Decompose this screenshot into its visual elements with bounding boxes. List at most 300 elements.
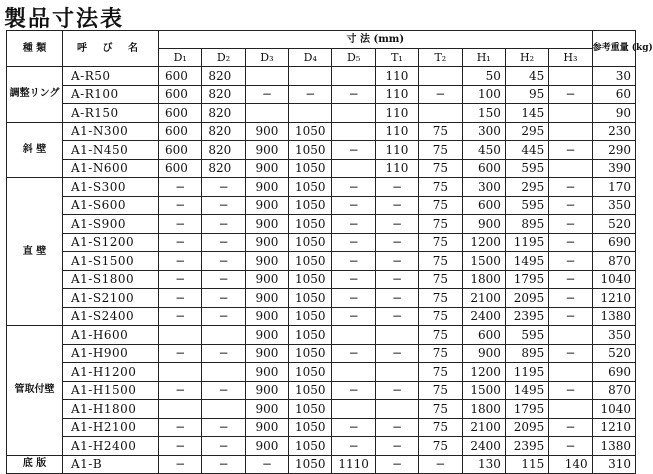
value-cell: − — [549, 307, 592, 326]
value-cell: − — [202, 437, 245, 456]
value-cell: 2100 — [462, 289, 505, 308]
product-name-cell: A1-H1500 — [63, 381, 159, 400]
value-cell: 110 — [375, 104, 418, 123]
value-cell: 820 — [202, 67, 245, 86]
category-cell: 直 壁 — [7, 178, 63, 326]
value-cell: 75 — [419, 178, 462, 197]
value-cell: 600 — [159, 85, 202, 104]
value-cell: − — [549, 141, 592, 160]
value-cell: 1040 — [592, 400, 635, 419]
value-cell: 900 — [245, 178, 288, 197]
value-cell: − — [159, 270, 202, 289]
value-cell: 600 — [159, 159, 202, 178]
value-cell: 1380 — [592, 437, 635, 456]
dimension-column-header: T₁ — [375, 49, 418, 67]
value-cell — [375, 326, 418, 345]
value-cell: 1800 — [462, 270, 505, 289]
value-cell: − — [549, 437, 592, 456]
value-cell: 2400 — [462, 437, 505, 456]
value-cell: 820 — [202, 104, 245, 123]
value-cell: − — [549, 270, 592, 289]
value-cell — [419, 104, 462, 123]
value-cell: 1050 — [289, 307, 332, 326]
value-cell: − — [202, 233, 245, 252]
value-cell: − — [159, 418, 202, 437]
value-cell: − — [202, 289, 245, 308]
value-cell: − — [375, 437, 418, 456]
value-cell: 450 — [462, 141, 505, 160]
name-header: 呼 び 名 — [63, 31, 159, 67]
product-name-cell: A1-S900 — [63, 215, 159, 234]
value-cell: − — [159, 196, 202, 215]
dimension-table — [6, 30, 653, 474]
value-cell: 150 — [462, 104, 505, 123]
value-cell: 140 — [549, 455, 592, 474]
value-cell — [332, 363, 375, 382]
dimension-column-header: H₃ — [549, 49, 592, 67]
value-cell: 1050 — [289, 418, 332, 437]
value-cell: − — [159, 178, 202, 197]
product-name-cell: A1-S1500 — [63, 252, 159, 271]
value-cell: 1050 — [289, 159, 332, 178]
value-cell: 95 — [505, 85, 548, 104]
value-cell: − — [332, 381, 375, 400]
value-cell: 75 — [419, 159, 462, 178]
value-cell: − — [332, 344, 375, 363]
value-cell — [202, 400, 245, 419]
value-cell: 445 — [505, 141, 548, 160]
value-cell: 600 — [159, 141, 202, 160]
value-cell: 870 — [592, 252, 635, 271]
value-cell: 1050 — [289, 400, 332, 419]
value-cell: 900 — [245, 400, 288, 419]
value-cell: 600 — [462, 159, 505, 178]
value-cell: 110 — [375, 67, 418, 86]
value-cell: 390 — [592, 159, 635, 178]
value-cell: − — [549, 178, 592, 197]
value-cell: − — [419, 85, 462, 104]
table-row — [7, 381, 636, 400]
product-name-cell: A1-H2100 — [63, 418, 159, 437]
value-cell: 1495 — [505, 252, 548, 271]
value-cell: 1050 — [289, 289, 332, 308]
value-cell: 1050 — [289, 178, 332, 197]
dimension-column-header: D₅ — [332, 49, 375, 67]
value-cell: − — [332, 270, 375, 289]
value-cell: − — [245, 85, 288, 104]
value-cell: − — [159, 381, 202, 400]
value-cell: − — [375, 178, 418, 197]
value-cell: − — [549, 289, 592, 308]
value-cell: 90 — [592, 104, 635, 123]
value-cell: 900 — [245, 437, 288, 456]
value-cell: 2395 — [505, 437, 548, 456]
value-cell: − — [549, 196, 592, 215]
value-cell: 1210 — [592, 418, 635, 437]
dimension-column-header: D₁ — [159, 49, 202, 67]
product-name-cell: A1-S2400 — [63, 307, 159, 326]
value-cell: − — [159, 307, 202, 326]
value-cell: − — [549, 381, 592, 400]
value-cell: 290 — [592, 141, 635, 160]
value-cell: 595 — [505, 159, 548, 178]
value-cell: 45 — [505, 67, 548, 86]
value-cell: 820 — [202, 85, 245, 104]
value-cell — [332, 159, 375, 178]
value-cell: − — [549, 215, 592, 234]
value-cell: − — [245, 455, 288, 474]
value-cell: 115 — [505, 455, 548, 474]
value-cell — [159, 363, 202, 382]
value-cell: − — [549, 85, 592, 104]
value-cell: 1050 — [289, 326, 332, 345]
value-cell: 75 — [419, 289, 462, 308]
value-cell: 1050 — [289, 122, 332, 141]
value-cell: 295 — [505, 178, 548, 197]
table-row — [7, 104, 636, 123]
value-cell: 75 — [419, 381, 462, 400]
value-cell: − — [549, 252, 592, 271]
dimension-column-header: H₁ — [462, 49, 505, 67]
value-cell: 895 — [505, 344, 548, 363]
value-cell: 75 — [419, 233, 462, 252]
value-cell: 900 — [245, 122, 288, 141]
value-cell: 75 — [419, 252, 462, 271]
value-cell: − — [375, 381, 418, 400]
value-cell: − — [332, 85, 375, 104]
value-cell: 900 — [245, 196, 288, 215]
category-cell: 底 版 — [7, 455, 63, 474]
product-name-cell: A1-H900 — [63, 344, 159, 363]
value-cell — [375, 363, 418, 382]
table-row — [7, 122, 636, 141]
dimensions-header: 寸 法 (mm) — [159, 31, 593, 49]
value-cell — [289, 104, 332, 123]
value-cell: 600 — [462, 326, 505, 345]
product-name-cell: A1-S300 — [63, 178, 159, 197]
table-row — [7, 196, 636, 215]
product-name-cell: A1-H2400 — [63, 437, 159, 456]
table-row — [7, 344, 636, 363]
table-row — [7, 270, 636, 289]
value-cell: 1050 — [289, 363, 332, 382]
value-cell: 1040 — [592, 270, 635, 289]
value-cell: 30 — [592, 67, 635, 86]
value-cell: − — [375, 455, 418, 474]
value-cell: 900 — [462, 215, 505, 234]
value-cell — [549, 122, 592, 141]
value-cell: − — [332, 178, 375, 197]
value-cell — [289, 67, 332, 86]
value-cell: 600 — [159, 67, 202, 86]
table-row — [7, 455, 636, 474]
value-cell: 900 — [245, 289, 288, 308]
value-cell: − — [332, 437, 375, 456]
value-cell: − — [375, 344, 418, 363]
value-cell: − — [332, 289, 375, 308]
value-cell: 2400 — [462, 307, 505, 326]
dimension-column-header: T₂ — [419, 49, 462, 67]
product-name-cell: A-R100 — [63, 85, 159, 104]
value-cell: 110 — [375, 122, 418, 141]
value-cell — [419, 67, 462, 86]
value-cell: 820 — [202, 122, 245, 141]
value-cell: − — [202, 344, 245, 363]
value-cell: 350 — [592, 326, 635, 345]
value-cell: 600 — [159, 122, 202, 141]
value-cell: 900 — [462, 344, 505, 363]
value-cell — [375, 400, 418, 419]
value-cell — [332, 400, 375, 419]
value-cell: 520 — [592, 344, 635, 363]
category-cell: 調整リング — [7, 67, 63, 123]
value-cell: 50 — [462, 67, 505, 86]
value-cell: 75 — [419, 400, 462, 419]
value-cell — [549, 363, 592, 382]
table-row — [7, 178, 636, 197]
table-row — [7, 437, 636, 456]
value-cell: 75 — [419, 196, 462, 215]
value-cell: 1050 — [289, 437, 332, 456]
value-cell: 1050 — [289, 215, 332, 234]
product-name-cell: A1-H1800 — [63, 400, 159, 419]
value-cell: 75 — [419, 344, 462, 363]
value-cell: 900 — [245, 418, 288, 437]
product-name-cell: A1-S1200 — [63, 233, 159, 252]
value-cell: − — [332, 215, 375, 234]
product-name-cell: A-R50 — [63, 67, 159, 86]
table-row — [7, 289, 636, 308]
value-cell: − — [375, 252, 418, 271]
value-cell: 1795 — [505, 270, 548, 289]
value-cell — [549, 400, 592, 419]
value-cell: 900 — [245, 215, 288, 234]
dimension-column-header: D₂ — [202, 49, 245, 67]
table-row — [7, 159, 636, 178]
product-name-cell: A1-N300 — [63, 122, 159, 141]
table-row — [7, 418, 636, 437]
value-cell: 110 — [375, 159, 418, 178]
value-cell: 690 — [592, 233, 635, 252]
value-cell: 2095 — [505, 418, 548, 437]
value-cell: 1050 — [289, 141, 332, 160]
value-cell: − — [549, 233, 592, 252]
value-cell — [332, 67, 375, 86]
value-cell — [202, 326, 245, 345]
value-cell: − — [375, 233, 418, 252]
value-cell: 1050 — [289, 233, 332, 252]
value-cell: − — [289, 85, 332, 104]
value-cell: − — [549, 418, 592, 437]
value-cell: 75 — [419, 437, 462, 456]
value-cell: 600 — [462, 196, 505, 215]
value-cell: 870 — [592, 381, 635, 400]
value-cell — [245, 104, 288, 123]
table-row — [7, 215, 636, 234]
value-cell: 1050 — [289, 455, 332, 474]
table-row — [7, 363, 636, 382]
value-cell — [549, 67, 592, 86]
value-cell: − — [332, 307, 375, 326]
value-cell: 230 — [592, 122, 635, 141]
product-name-cell: A-R150 — [63, 104, 159, 123]
table-row — [7, 141, 636, 160]
page-title: 製品寸法表 — [4, 7, 125, 32]
value-cell: 1050 — [289, 381, 332, 400]
table-row — [7, 400, 636, 419]
value-cell: 300 — [462, 178, 505, 197]
dimension-column-header: D₃ — [245, 49, 288, 67]
value-cell: 310 — [592, 455, 635, 474]
value-cell: 130 — [462, 455, 505, 474]
value-cell: 1495 — [505, 381, 548, 400]
value-cell — [332, 122, 375, 141]
value-cell — [159, 400, 202, 419]
value-cell — [332, 104, 375, 123]
value-cell: 75 — [419, 363, 462, 382]
value-cell: 75 — [419, 307, 462, 326]
value-cell: 295 — [505, 122, 548, 141]
value-cell: 75 — [419, 141, 462, 160]
weight-header: 参考重量 (kg) — [592, 31, 635, 67]
product-name-cell: A1-S2100 — [63, 289, 159, 308]
value-cell — [245, 67, 288, 86]
value-cell: 300 — [462, 122, 505, 141]
value-cell: 595 — [505, 326, 548, 345]
value-cell: − — [375, 270, 418, 289]
dimension-column-header: H₂ — [505, 49, 548, 67]
value-cell: 900 — [245, 233, 288, 252]
value-cell: − — [159, 215, 202, 234]
value-cell: − — [159, 437, 202, 456]
value-cell: 900 — [245, 252, 288, 271]
value-cell: 1195 — [505, 233, 548, 252]
value-cell: − — [375, 307, 418, 326]
value-cell: 75 — [419, 215, 462, 234]
value-cell: − — [202, 178, 245, 197]
value-cell: 900 — [245, 270, 288, 289]
value-cell: − — [202, 252, 245, 271]
value-cell: 895 — [505, 215, 548, 234]
value-cell: 350 — [592, 196, 635, 215]
value-cell: 75 — [419, 326, 462, 345]
table-row — [7, 326, 636, 345]
value-cell: 1500 — [462, 252, 505, 271]
value-cell: − — [375, 215, 418, 234]
value-cell: 1110 — [332, 455, 375, 474]
value-cell: − — [332, 233, 375, 252]
value-cell: 1050 — [289, 270, 332, 289]
value-cell: 145 — [505, 104, 548, 123]
value-cell: 900 — [245, 159, 288, 178]
value-cell: − — [332, 141, 375, 160]
value-cell: 1795 — [505, 400, 548, 419]
value-cell: − — [159, 252, 202, 271]
value-cell: 820 — [202, 141, 245, 160]
value-cell: 75 — [419, 418, 462, 437]
value-cell: 900 — [245, 141, 288, 160]
category-cell: 管取付壁 — [7, 326, 63, 456]
value-cell: 820 — [202, 159, 245, 178]
value-cell — [202, 363, 245, 382]
value-cell: 900 — [245, 344, 288, 363]
value-cell: − — [375, 196, 418, 215]
category-cell: 斜 壁 — [7, 122, 63, 178]
value-cell — [332, 326, 375, 345]
product-name-cell: A1-N600 — [63, 159, 159, 178]
value-cell: − — [419, 455, 462, 474]
value-cell — [549, 326, 592, 345]
category-header: 種 類 — [7, 31, 63, 67]
product-name-cell: A1-S1800 — [63, 270, 159, 289]
value-cell: 900 — [245, 363, 288, 382]
value-cell: − — [159, 233, 202, 252]
product-name-cell: A1-N450 — [63, 141, 159, 160]
product-name-cell: A1-H600 — [63, 326, 159, 345]
value-cell: 170 — [592, 178, 635, 197]
value-cell: 595 — [505, 196, 548, 215]
value-cell: 110 — [375, 141, 418, 160]
value-cell: − — [332, 418, 375, 437]
value-cell: − — [202, 196, 245, 215]
value-cell: 2100 — [462, 418, 505, 437]
value-cell: 1200 — [462, 233, 505, 252]
value-cell: 110 — [375, 85, 418, 104]
value-cell: − — [375, 418, 418, 437]
table-row — [7, 252, 636, 271]
value-cell: − — [202, 418, 245, 437]
product-name-cell: A1-H1200 — [63, 363, 159, 382]
table-row — [7, 233, 636, 252]
value-cell: 900 — [245, 381, 288, 400]
value-cell: − — [202, 215, 245, 234]
dimension-column-header: D₄ — [289, 49, 332, 67]
table-row — [7, 85, 636, 104]
value-cell — [159, 326, 202, 345]
value-cell: − — [549, 344, 592, 363]
value-cell: 690 — [592, 363, 635, 382]
value-cell: 1050 — [289, 196, 332, 215]
value-cell: 60 — [592, 85, 635, 104]
table-row — [7, 307, 636, 326]
value-cell: 75 — [419, 122, 462, 141]
value-cell: 1500 — [462, 381, 505, 400]
product-name-cell: A1-B — [63, 455, 159, 474]
value-cell: − — [332, 252, 375, 271]
value-cell: 1210 — [592, 289, 635, 308]
value-cell: 2395 — [505, 307, 548, 326]
value-cell: − — [375, 289, 418, 308]
value-cell: − — [202, 270, 245, 289]
value-cell — [549, 104, 592, 123]
table-row — [7, 67, 636, 86]
value-cell: 1380 — [592, 307, 635, 326]
value-cell: 100 — [462, 85, 505, 104]
value-cell: 1050 — [289, 344, 332, 363]
value-cell: 1195 — [505, 363, 548, 382]
product-name-cell: A1-S600 — [63, 196, 159, 215]
value-cell: 600 — [159, 104, 202, 123]
value-cell: 520 — [592, 215, 635, 234]
value-cell: − — [202, 381, 245, 400]
value-cell: − — [332, 196, 375, 215]
value-cell: − — [202, 307, 245, 326]
value-cell: − — [159, 289, 202, 308]
value-cell: 1800 — [462, 400, 505, 419]
value-cell: 900 — [245, 326, 288, 345]
value-cell: − — [202, 455, 245, 474]
value-cell: 75 — [419, 270, 462, 289]
